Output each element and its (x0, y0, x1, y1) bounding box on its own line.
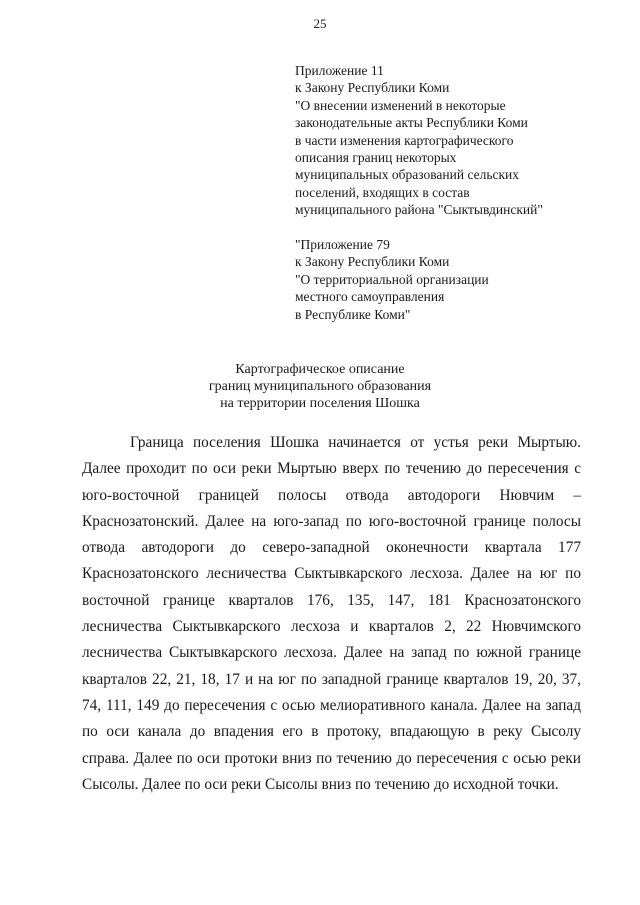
quoted-appendix-header (295, 236, 615, 323)
paragraph-line: справа. Далее по оси протоки вниз по течению до пересечения с осью реки (82, 749, 581, 767)
appendix-header-line: описания границ некоторых (295, 150, 457, 166)
paragraph-line: Краснозатонский. Далее на юго-запад по юго-восточной границе полосы (82, 512, 581, 530)
document-title (0, 361, 640, 412)
paragraph-line: восточной границе кварталов 176, 135, 147, 181 Краснозатонского (82, 591, 581, 609)
appendix-header-line: муниципальных образований сельских (295, 167, 520, 183)
appendix-header-line: муниципального района "Сыктывдинский" (295, 202, 543, 218)
paragraph-line: 74, 111, 149 до пересечения с осью мелиоративного канала. Далее на запад (82, 696, 581, 714)
quoted-appendix-header-line: местного самоуправления (295, 289, 445, 305)
boundary-description-paragraph (82, 430, 581, 798)
appendix-header-line: законодательные акты Республики Коми (295, 115, 528, 131)
quoted-appendix-header-line: к Закону Республики Коми (295, 254, 450, 270)
appendix-header-line: к Закону Республики Коми (295, 80, 450, 96)
paragraph-line: Далее проходит по оси реки Мыртыю вверх по течению до пересечения с (82, 460, 581, 478)
paragraph-line: лесничества Сыктывкарского лесхоза. Далее на запад по южной границе (82, 644, 581, 662)
quoted-appendix-header-line: "О территориальной организации (295, 271, 489, 287)
document-title-line: границ муниципального образования (208, 379, 432, 394)
quoted-appendix-header-line: в Республике Коми" (295, 306, 411, 322)
paragraph-line: Граница поселения Шошка начинается от устья реки Мыртыю. (130, 434, 581, 451)
appendix-header-line: поселений, входящих в состав (295, 184, 470, 200)
paragraph-line: Сысолы. Далее по оси реки Сысолы вниз по течению до исходной точки. (82, 775, 559, 793)
paragraph-line: по оси канала до впадения его в протоку, впадающую в реку Сысолу (82, 723, 581, 741)
document-title-line: на территории поселения Шошка (220, 396, 420, 411)
appendix-header-line: Приложение 11 (295, 63, 384, 78)
appendix-header-line: "О внесении изменений в некоторые (295, 97, 506, 113)
page-number: 25 (313, 16, 327, 31)
paragraph-line: юго-восточной границей полосы отвода автодороги Нювчим – (82, 486, 581, 504)
document-title-line: Картографическое описание (235, 362, 405, 377)
paragraph-line: лесничества Сыктывкарского лесхоза и кварталов 2, 22 Нювчимского (82, 618, 581, 636)
paragraph-line: отвода автодороги до северо-западной оконечности квартала 177 (82, 539, 581, 557)
appendix-header (295, 62, 615, 219)
quoted-appendix-header-line: "Приложение 79 (295, 237, 390, 252)
paragraph-line: Краснозатонского лесничества Сыктывкарского лесхоза. Далее на юг по (82, 565, 581, 583)
appendix-header-line: в части изменения картографического (295, 132, 514, 148)
paragraph-line: кварталов 22, 21, 18, 17 и на юг по западной границе кварталов 19, 20, 37, (82, 670, 581, 688)
